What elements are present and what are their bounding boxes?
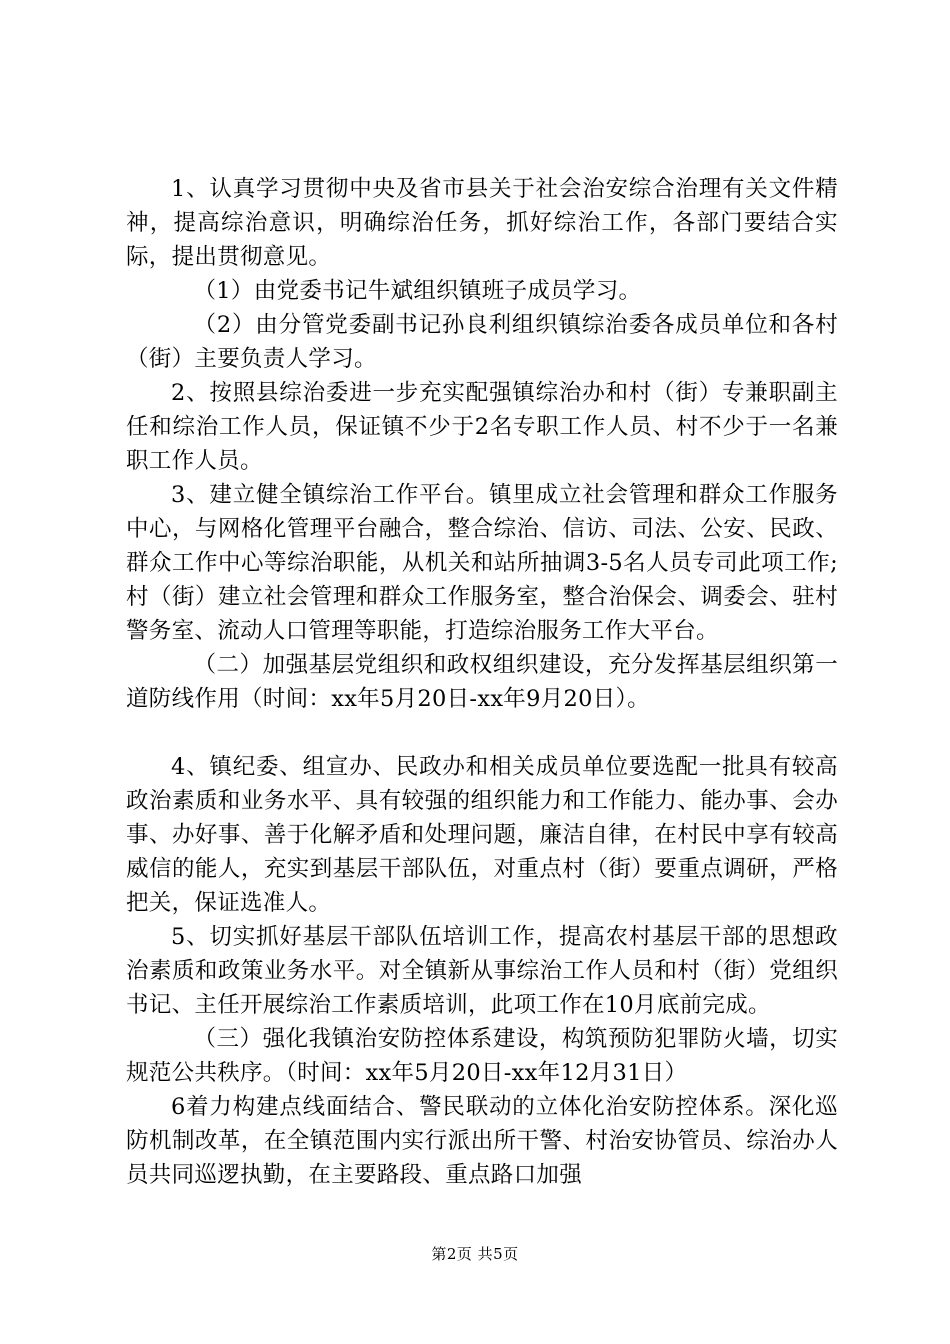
- paragraph-item-3: 3、建立健全镇综治工作平台。镇里成立社会管理和群众工作服务中心，与网格化管理平台融合，整合综治、信访、司法、公安、民政、群众工作中心等综治职能，从机关和站所抽调3-5名人员专司此项工作;村（街）建立社会管理和群众工作服务室，整合治保会、调委会、驻村警务室、流动人口管理等职能，打造综治服务工作大平台。: [126, 482, 838, 644]
- paragraph-item-2: 2、按照县综治委进一步充实配强镇综治办和村（街）专兼职副主任和综治工作人员，保证镇不少于2名专职工作人员、村不少于一名兼职工作人员。: [126, 380, 838, 474]
- document-body: [126, 172, 838, 1192]
- page-number-footer: 第2页 共5页: [431, 1245, 519, 1263]
- section-heading-2: （二）加强基层党组织和政权组织建设，充分发挥基层组织第一道防线作用（时间：xx年5月20日-xx年9月20日）。: [126, 652, 838, 712]
- paragraph-item-4: 4、镇纪委、组宣办、民政办和相关成员单位要选配一批具有较高政治素质和业务水平、具有较强的组织能力和工作能力、能办事、会办事、办好事、善于化解矛盾和处理问题，廉洁自律，在村民中享有较高威信的能人，充实到基层干部队伍，对重点村（街）要重点调研，严格把关，保证选准人。: [126, 754, 838, 916]
- paragraph-spacer: [126, 716, 838, 750]
- paragraph-item-6: 6着力构建点线面结合、警民联动的立体化治安防控体系。深化巡防机制改革，在全镇范围内实行派出所干警、村治安协管员、综治办人员共同巡逻执勤，在主要路段、重点路口加强: [126, 1094, 838, 1188]
- paragraph-subitem-1: （1）由党委书记牛斌组织镇班子成员学习。: [193, 278, 642, 304]
- paragraph-item-1: 1、认真学习贯彻中央及省市县关于社会治安综合治理有关文件精神，提高综治意识，明确综治任务，抓好综治工作，各部门要结合实际，提出贯彻意见。: [126, 176, 838, 270]
- section-heading-3: （三）强化我镇治安防控体系建设，构筑预防犯罪防火墙，切实规范公共秩序。（时间：xx年5月20日-xx年12月31日）: [126, 1026, 838, 1086]
- paragraph-item-5: 5、切实抓好基层干部队伍培训工作，提高农村基层干部的思想政治素质和政策业务水平。对全镇新从事综治工作人员和村（街）党组织书记、主任开展综治工作素质培训，此项工作在10月底前完成。: [126, 924, 838, 1018]
- paragraph-subitem-2: （2）由分管党委副书记孙良利组织镇综治委各成员单位和各村（街）主要负责人学习。: [126, 312, 838, 372]
